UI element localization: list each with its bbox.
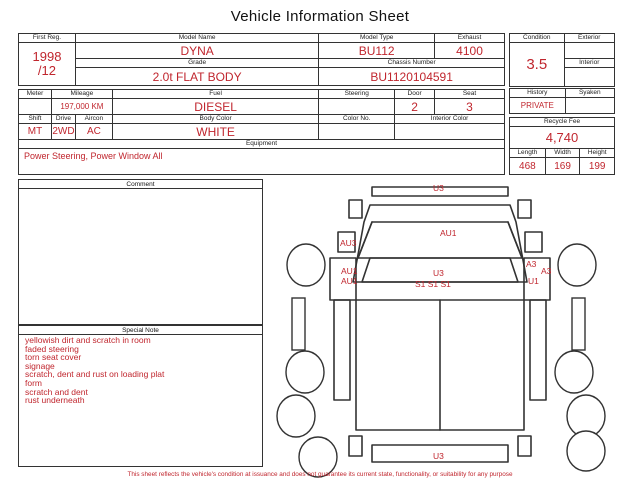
height-label: Height (580, 149, 615, 158)
recycle-fee-value: 4,740 (510, 127, 615, 149)
special-note-item: torn seat cover (25, 352, 82, 363)
special-note-item: rust underneath (25, 395, 85, 406)
grade-label: Grade (75, 59, 318, 68)
interior-color-label: Interior Color (395, 115, 505, 124)
damage-mark-right-upper: A3 (526, 259, 537, 269)
shift-value: MT (19, 124, 52, 140)
rear-left-upper-wheel (286, 351, 324, 393)
right-mirror (525, 232, 542, 252)
left-side-panel (334, 300, 350, 400)
width-value: 169 (545, 158, 580, 175)
body-color-label: Body Color (112, 115, 318, 124)
damage-mark-seats: S1 S1 S1 (415, 279, 451, 289)
damage-mark-rear-top: U3 (433, 183, 444, 193)
length-label: Length (510, 149, 546, 158)
rear-top-bumper-left (349, 200, 362, 218)
rear-bottom-bumper-left (349, 436, 362, 456)
body-color-value: WHITE (112, 124, 318, 140)
exhaust-value: 4100 (435, 43, 505, 59)
color-no-label: Color No. (319, 115, 395, 124)
special-note-item: yellowish dirt and scratch in room (25, 335, 151, 345)
sheet-title: Vehicle Information Sheet (230, 8, 410, 25)
disclaimer-footer: This sheet reflects the vehicle's condition at issuance and does not guarantee its current state, functionality, or suitability for any purpose (127, 471, 513, 478)
first-reg-label: First Reg. (19, 34, 76, 43)
rear-top-bumper-right (518, 200, 531, 218)
rear-bottom-bumper-right (518, 436, 531, 456)
aircon-value: AC (75, 124, 112, 140)
condition-label: Condition (510, 34, 565, 43)
door-label: Door (395, 90, 435, 99)
door-value: 2 (395, 99, 435, 115)
length-value: 468 (510, 158, 546, 175)
special-note-item: faded steering (25, 343, 79, 354)
fuel-value: DIESEL (112, 99, 318, 115)
model-name-value: DYNA (75, 43, 318, 59)
front-right-wheel (558, 244, 596, 286)
steering-label: Steering (319, 90, 395, 99)
drive-label: Drive (51, 115, 75, 124)
chassis-number-value: BU1120104591 (319, 68, 505, 86)
recycle-fee-label: Recycle Fee (510, 118, 615, 127)
rear-right-upper-wheel (555, 351, 593, 393)
rear-left-lower-wheel (277, 395, 315, 437)
chassis-number-label: Chassis Number (319, 59, 505, 68)
model-type-label: Model Type (319, 34, 435, 43)
damage-mark-cabin-center: U3 (433, 268, 444, 278)
left-rail (292, 298, 305, 350)
comment-label: Comment (19, 180, 262, 189)
spare-right-wheel (567, 431, 605, 471)
width-label: Width (545, 149, 580, 158)
shift-label: Shift (19, 115, 52, 124)
history-value: PRIVATE (510, 98, 566, 114)
aircon-label: Aircon (75, 115, 112, 124)
height-value: 199 (580, 158, 615, 175)
fuel-label: Fuel (112, 90, 318, 99)
mileage-value: 197,000 KM (51, 99, 112, 115)
damage-mark-bottom: U3 (433, 451, 444, 461)
syaken-label: Syaken (565, 89, 614, 98)
exterior-label: Exterior (564, 34, 615, 43)
special-note-item: form (25, 377, 42, 388)
exhaust-label: Exhaust (435, 34, 505, 43)
front-left-wheel (287, 244, 325, 286)
special-note-label: Special Note (19, 326, 262, 335)
right-side-panel (530, 300, 546, 400)
damage-mark-left-door-1: AU1 (341, 266, 358, 276)
grade-value: 2.0t FLAT BODY (75, 68, 318, 86)
special-note-item: scratch, dent and rust on loading plat (25, 369, 165, 380)
damage-mark-right-door: U1 (528, 276, 539, 286)
special-note-item: scratch and dent (25, 386, 88, 397)
damage-mark-left-mirror: AU3 (340, 238, 357, 248)
special-note-item: signage (25, 360, 55, 371)
right-rail (572, 298, 585, 350)
model-name-label: Model Name (75, 34, 318, 43)
damage-mark-left-door-2: AU1 (341, 276, 358, 286)
first-reg-month: /12 (37, 63, 56, 78)
interior-label: Interior (564, 59, 615, 68)
history-label: History (510, 89, 566, 98)
seat-label: Seat (435, 90, 505, 99)
equipment-label: Equipment (19, 140, 505, 149)
equipment-value: Power Steering, Power Window All (19, 149, 505, 175)
seat-value: 3 (435, 99, 505, 115)
model-type-value: BU112 (319, 43, 435, 59)
condition-value: 3.5 (510, 43, 565, 87)
meter-label: Meter (19, 90, 52, 99)
damage-mark-right-upper-2: A3 (541, 266, 552, 276)
damage-mark-roof: AU1 (440, 228, 457, 238)
first-reg-year: 1998 (32, 49, 62, 64)
drive-value: 2WD (51, 124, 75, 140)
mileage-label: Mileage (51, 90, 112, 99)
